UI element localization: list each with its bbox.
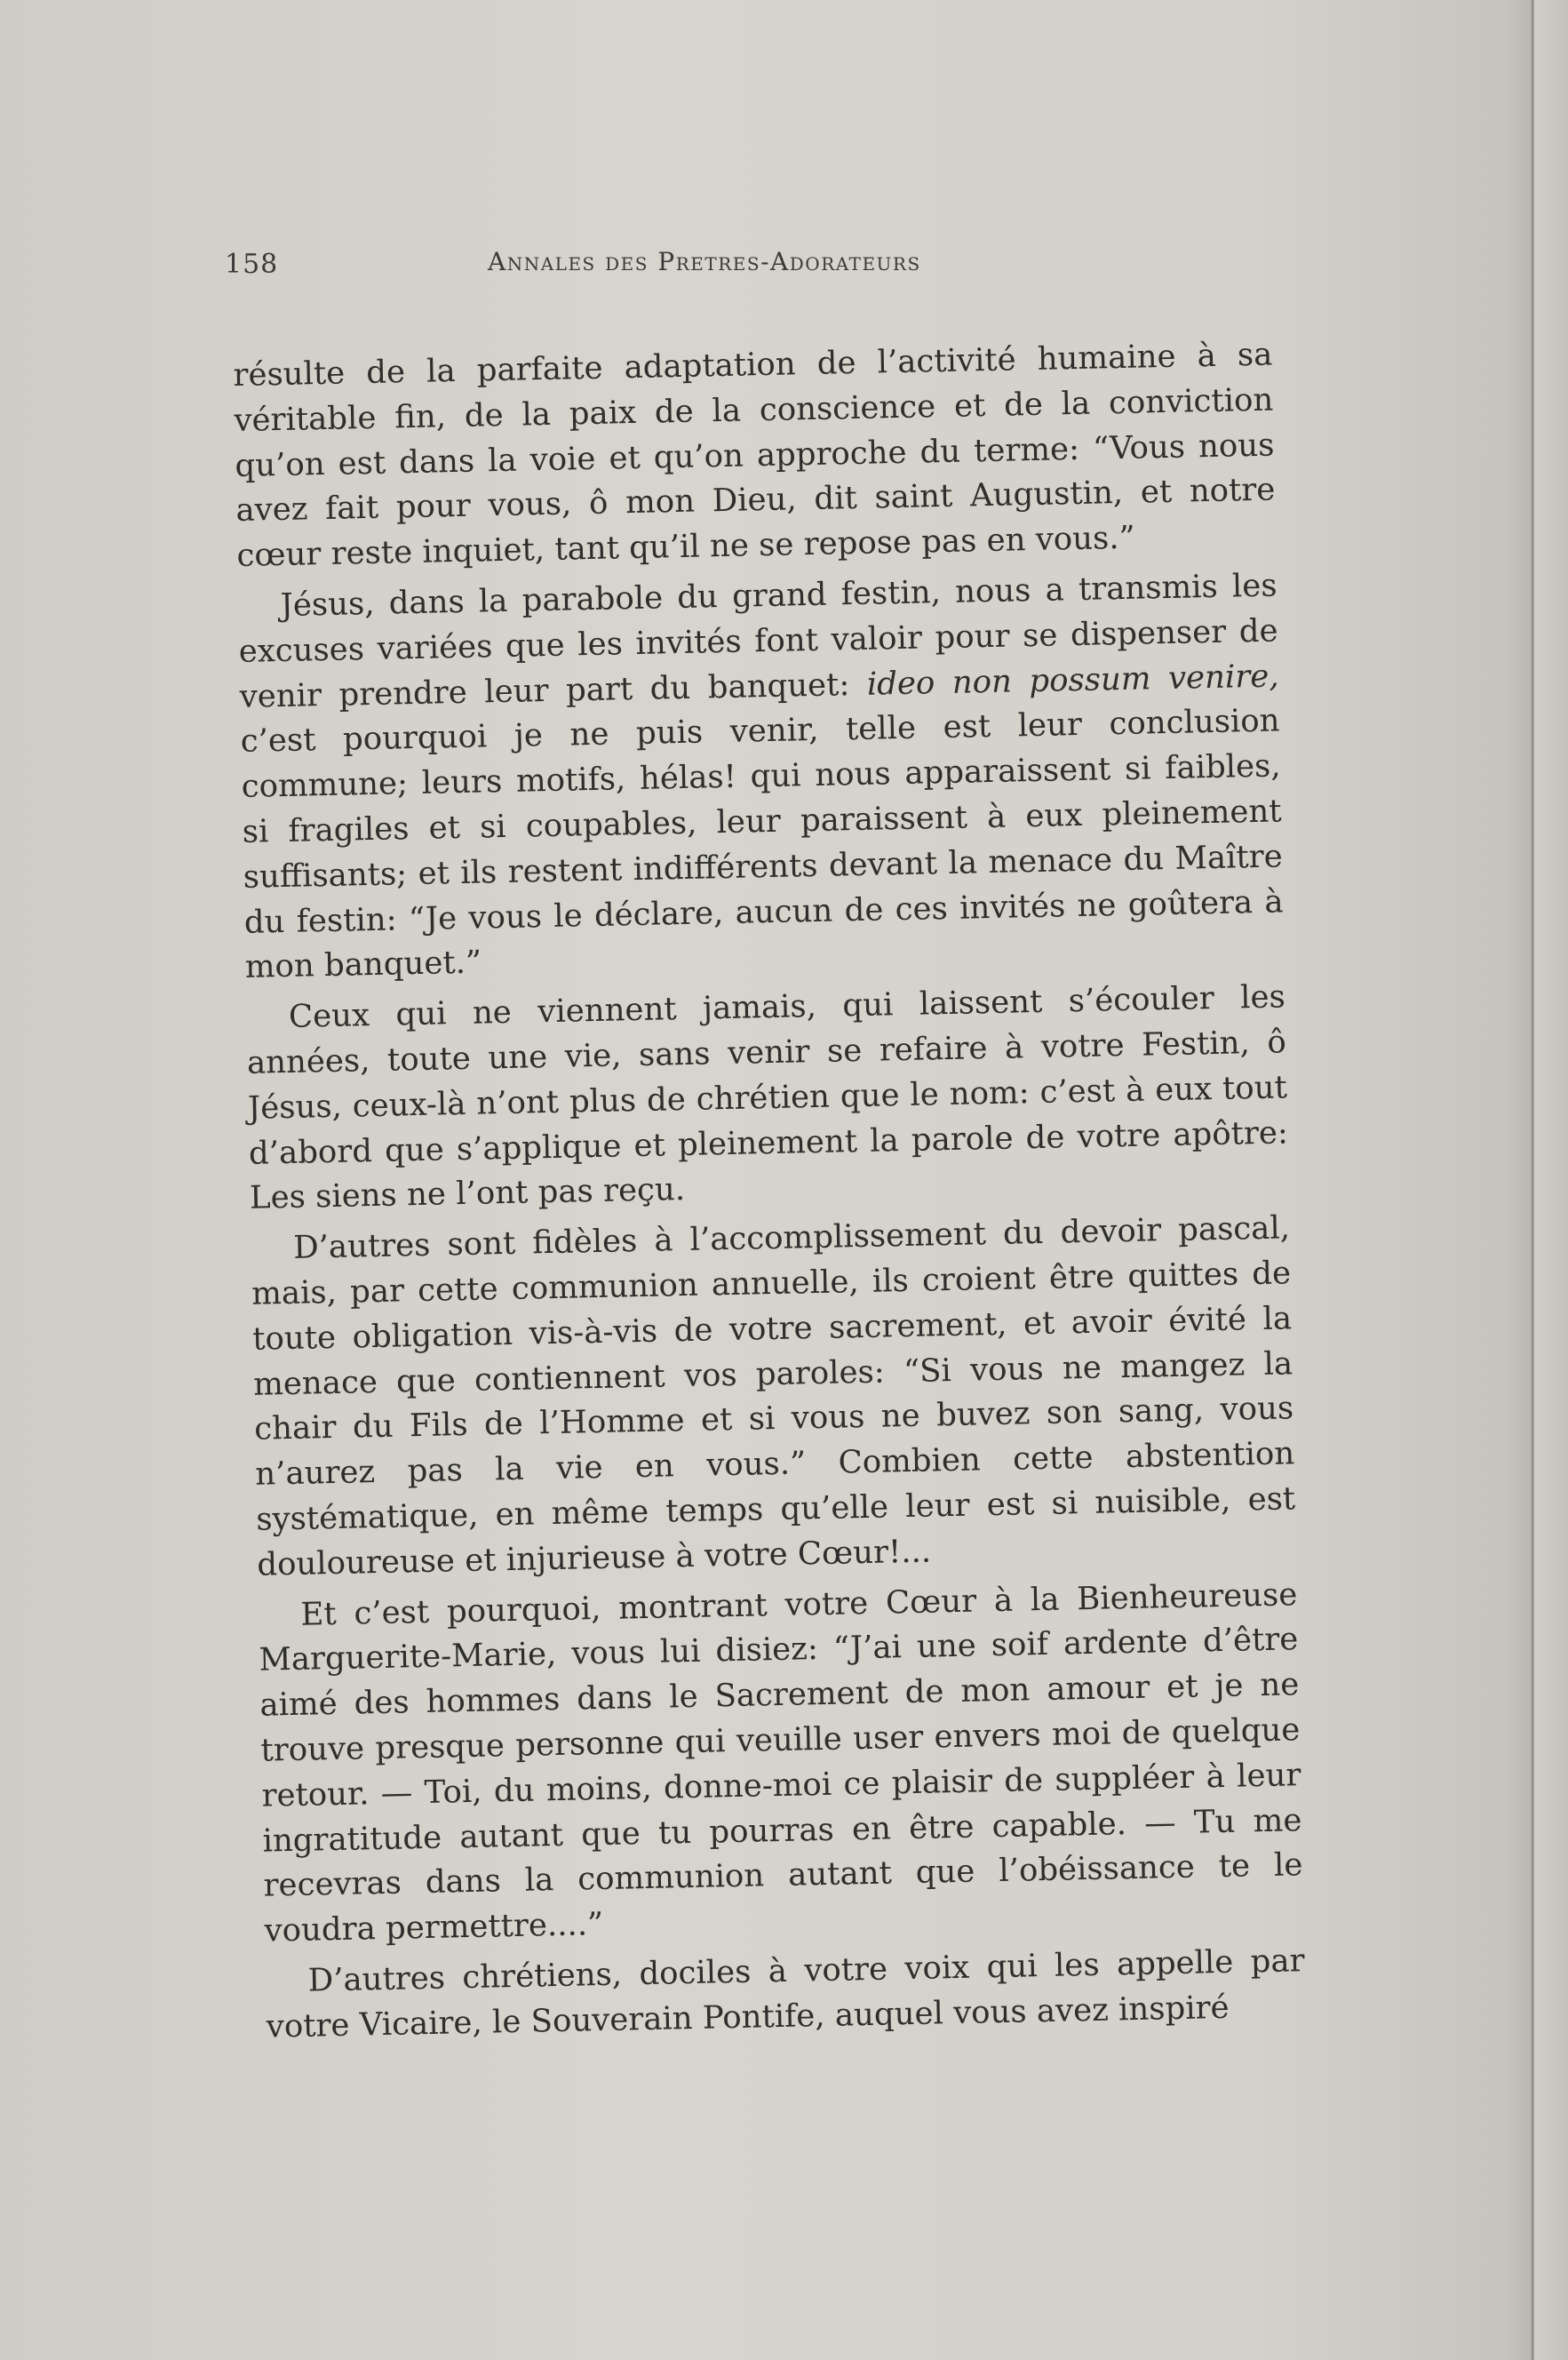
paragraph-2 bbox=[237, 563, 1285, 991]
paragraph-1: résulte de la parfaite adaptation de l’activité humaine à sa véritable fin, de la paix de la conscience et de la conviction qu’on est dans la voie et qu’on approche du terme: “Vous nous avez fait pour vous, ô mon Dieu, dit saint Augustin, et notre cœur reste inquiet, tant qu’il ne se repose pas en vous.” bbox=[233, 336, 1276, 575]
paragraph-2-part-a: Jésus, dans la parabole du grand festin, nous a transmis les excuses variées que les invités font valoir pour se dispenser de venir prendre leur part du banquet: bbox=[238, 567, 1278, 715]
latin-quote: ideo non possum venire, bbox=[866, 658, 1279, 703]
paragraph-3: Ceux qui ne viennent jamais, qui laissent s’écouler les années, toute une vie, sans venir se refaire à votre Festin, ô Jésus, ceux-là n’ont plus de chrétien que le nom: c’est à eux tout d’abord que s’applique et pleinement la parole de votre apôtre: Les siens ne l’ont pas reçu. bbox=[246, 978, 1289, 1217]
page-header bbox=[225, 247, 1024, 283]
page-edge bbox=[1534, 0, 1568, 2360]
page-number: 158 bbox=[225, 249, 279, 280]
paragraph-6: D’autres chrétiens, dociles à votre voix qui les appelle par votre Vicaire, le Souverain Pontife, auquel vous avez inspiré bbox=[266, 1942, 1305, 2045]
paragraph-5: Et c’est pourquoi, montrant votre Cœur à la Bienheureuse Marguerite-Marie, vous lui disiez: “J’ai une soif ardente d’être aimé des hommes dans le Sacrement de mon amour et je ne trouve presque personne qui veuille user envers moi de quelque retour. — Toi, du moins, donne-moi ce plaisir de suppléer à leur ingratitude autant que tu pourras en être capable. — Tu me recevras dans la communion autant que l’obéissance te le voudra permettre....” bbox=[259, 1575, 1303, 1949]
page-fold-line bbox=[1531, 0, 1534, 2360]
body-text bbox=[233, 333, 1306, 2056]
paragraph-4: D’autres sont fidèles à l’accomplissement du devoir pascal, mais, par cette communion annuelle, ils croient être quittes de toute obligation vis-à-vis de votre sacrement, et avoir évité la menace que contiennent vos paroles: “Si vous ne mangez la chair du Fils de l’Homme et si vous ne buvez son sang, vous n’aurez pas la vie en vous.” Combien cette abstention systématique, en même temps qu’elle leur est si nuisible, est douloureuse et injurieuse à votre Cœur!... bbox=[251, 1209, 1296, 1583]
running-title: Annales des Pretres-Adorateurs bbox=[488, 247, 921, 276]
paragraph-2-part-b: c’est pourquoi je ne puis venir, telle est leur conclusion commune; leurs motifs, hélas! qui nous apparaissent si faibles, si fragiles et si coupables, leur paraissent à eux pleinement suffisants; et ils restent indifférents devant la menace du Maître du festin: “Je vous le déclare, aucun de ces invités ne goûtera à mon banquet.” bbox=[240, 702, 1285, 986]
